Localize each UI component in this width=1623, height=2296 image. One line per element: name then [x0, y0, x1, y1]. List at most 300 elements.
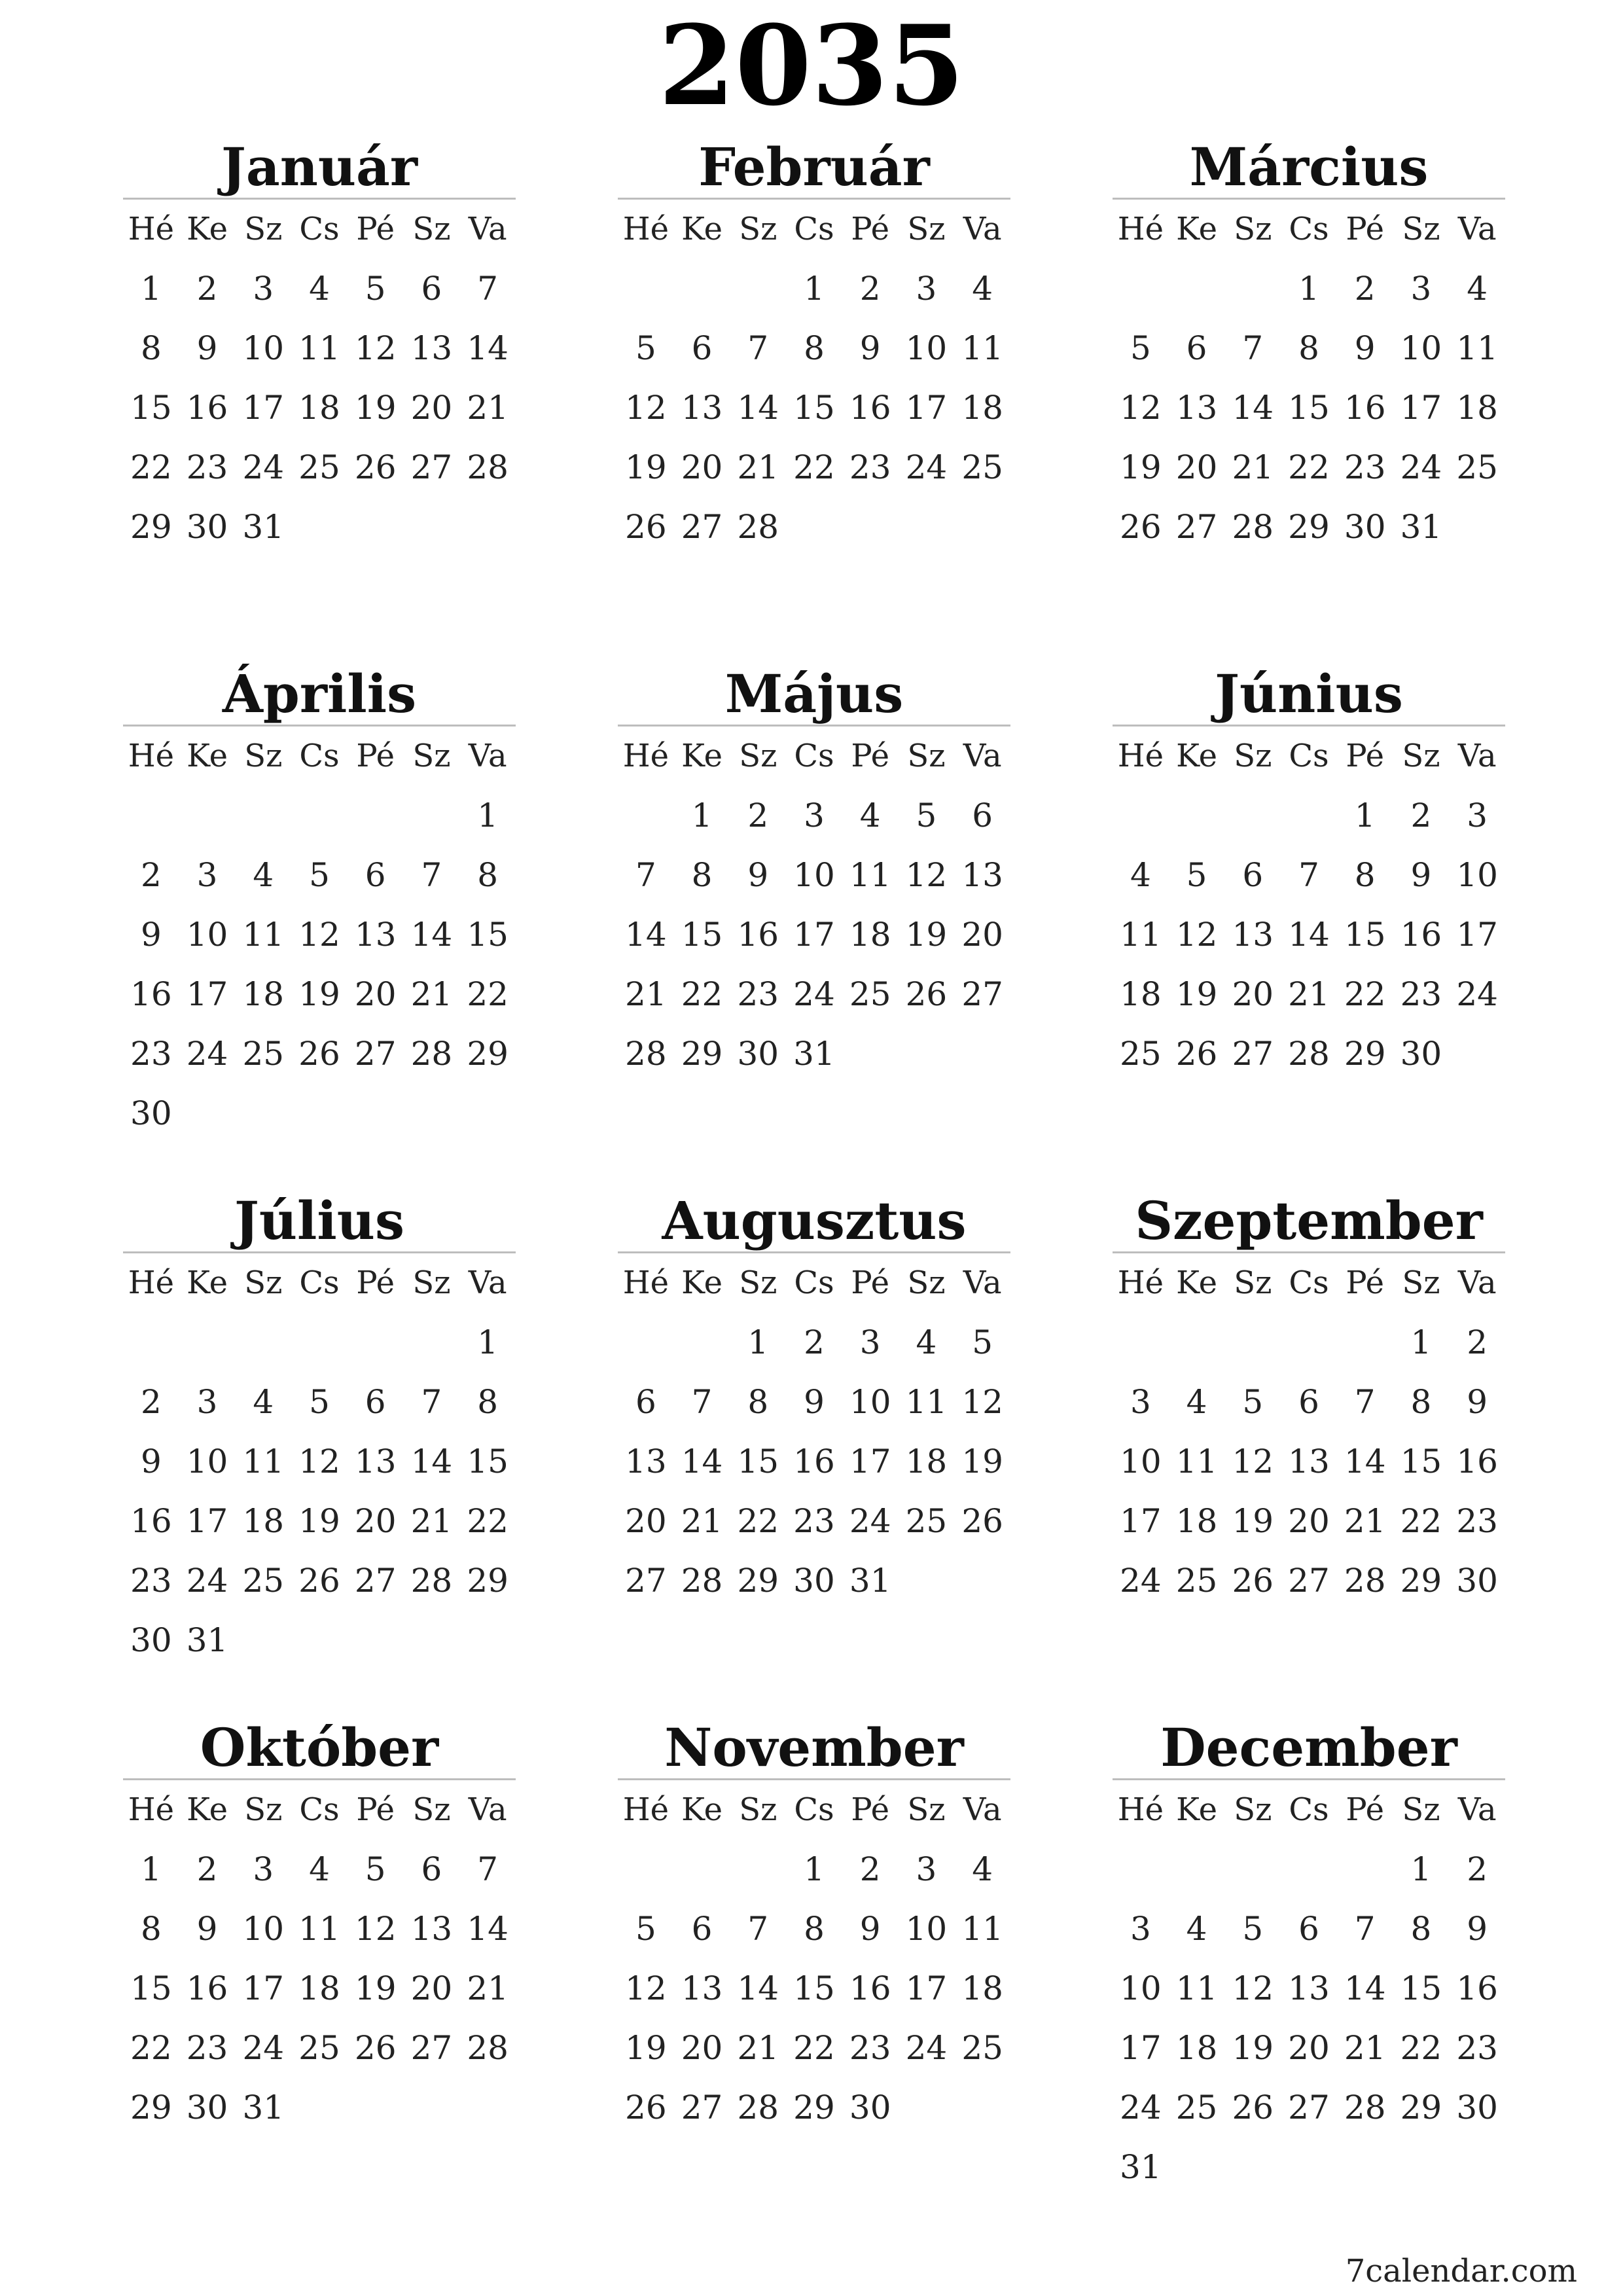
day-cell: 9: [196, 1910, 218, 1948]
day-cell: 19: [1175, 975, 1218, 1013]
day-cell: 27: [410, 448, 453, 486]
weekday-header: Pé: [1346, 1265, 1384, 1301]
day-cell: 18: [849, 916, 891, 954]
day-cell: 30: [1400, 1035, 1442, 1073]
day-cell: 13: [625, 1443, 667, 1480]
day-cell: 5: [635, 329, 656, 367]
weekday-header: Cs: [299, 211, 340, 247]
day-cell: 19: [905, 916, 948, 954]
weekday-header: Sz: [244, 211, 283, 247]
month-block: [123, 134, 516, 557]
day-cell: 20: [354, 1502, 397, 1540]
day-cell: 19: [298, 975, 340, 1013]
day-cell: 5: [1130, 329, 1151, 367]
day-cell: 21: [625, 975, 667, 1013]
day-cell: 18: [1175, 1502, 1218, 1540]
day-cell: 24: [905, 448, 948, 486]
month-block: [1113, 661, 1505, 1084]
day-cell: 2: [140, 856, 162, 894]
day-cell: 5: [309, 1383, 330, 1421]
day-cell: 14: [467, 1910, 508, 1948]
day-cell: 10: [1456, 856, 1498, 894]
month-block: [123, 661, 516, 1143]
day-cell: 8: [477, 1383, 499, 1421]
day-cell: 20: [410, 1969, 453, 2007]
day-cell: 24: [242, 2029, 285, 2067]
weekday-header: Hé: [128, 1265, 174, 1301]
empty-day-cell: [404, 1313, 460, 1372]
day-cell: 5: [916, 797, 937, 834]
month-grid: [618, 726, 1010, 1084]
day-cell: 2: [196, 1850, 218, 1888]
empty-day-cell: [618, 1840, 674, 1899]
day-cell: 20: [410, 389, 453, 427]
day-cell: 9: [140, 1443, 162, 1480]
day-cell: 4: [253, 1383, 274, 1421]
day-cell: 5: [309, 856, 330, 894]
day-cell: 28: [625, 1035, 667, 1073]
day-cell: 19: [354, 389, 397, 427]
day-cell: 14: [737, 389, 779, 427]
empty-day-cell: [730, 259, 786, 319]
empty-day-cell: [1169, 1840, 1225, 1899]
day-cell: 30: [793, 1562, 835, 1600]
day-cell: 28: [467, 2029, 508, 2067]
day-cell: 22: [793, 448, 835, 486]
day-cell: 8: [804, 329, 825, 367]
day-cell: 19: [1120, 448, 1162, 486]
day-cell: 8: [747, 1383, 769, 1421]
weekday-header: Pé: [851, 211, 889, 247]
day-cell: 13: [681, 1969, 723, 2007]
day-cell: 18: [961, 1969, 1003, 2007]
weekday-header: Cs: [794, 211, 834, 247]
day-cell: 23: [130, 1562, 172, 1600]
day-cell: 13: [354, 916, 397, 954]
day-cell: 8: [140, 1910, 162, 1948]
day-cell: 1: [140, 1850, 162, 1888]
day-cell: 17: [849, 1443, 891, 1480]
day-cell: 22: [467, 975, 508, 1013]
day-cell: 2: [747, 797, 769, 834]
month-grid: [123, 1780, 516, 2138]
day-cell: 9: [859, 329, 881, 367]
day-cell: 2: [196, 270, 218, 308]
day-cell: 4: [972, 1850, 993, 1888]
day-cell: 31: [242, 2089, 285, 2126]
weekday-header: Cs: [1289, 738, 1329, 774]
day-cell: 14: [410, 1443, 453, 1480]
day-cell: 27: [1288, 2089, 1330, 2126]
day-cell: 5: [1242, 1383, 1264, 1421]
day-cell: 29: [681, 1035, 723, 1073]
day-cell: 29: [1400, 1562, 1442, 1600]
weekday-header: Ke: [187, 211, 228, 247]
day-cell: 8: [1298, 329, 1319, 367]
day-cell: 5: [635, 1910, 656, 1948]
day-cell: 4: [916, 1323, 937, 1361]
empty-day-cell: [730, 1840, 786, 1899]
day-cell: 27: [681, 508, 723, 546]
day-cell: 26: [961, 1502, 1003, 1540]
month-block: [1113, 1188, 1505, 1611]
day-cell: 21: [410, 1502, 453, 1540]
day-cell: 8: [140, 329, 162, 367]
day-cell: 5: [365, 270, 386, 308]
day-cell: 24: [242, 448, 285, 486]
day-cell: 17: [1120, 1502, 1162, 1540]
day-cell: 24: [1120, 2089, 1162, 2126]
day-cell: 29: [467, 1562, 508, 1600]
day-cell: 25: [849, 975, 891, 1013]
day-cell: 13: [1232, 916, 1274, 954]
empty-day-cell: [618, 259, 674, 319]
day-cell: 12: [625, 389, 667, 427]
day-cell: 6: [365, 1383, 386, 1421]
day-cell: 15: [467, 916, 508, 954]
day-cell: 24: [186, 1035, 228, 1073]
day-cell: 4: [1130, 856, 1151, 894]
day-cell: 10: [186, 916, 228, 954]
day-cell: 2: [1467, 1850, 1488, 1888]
day-cell: 17: [1120, 2029, 1162, 2067]
day-cell: 7: [477, 1850, 499, 1888]
day-cell: 14: [1232, 389, 1274, 427]
day-cell: 14: [467, 329, 508, 367]
weekday-header: Pé: [851, 738, 889, 774]
month-block: [618, 134, 1010, 557]
day-cell: 26: [1232, 1562, 1274, 1600]
day-cell: 19: [1232, 2029, 1274, 2067]
day-cell: 4: [859, 797, 881, 834]
empty-day-cell: [674, 259, 730, 319]
day-cell: 6: [1298, 1383, 1319, 1421]
day-cell: 1: [804, 1850, 825, 1888]
day-cell: 15: [467, 1443, 508, 1480]
day-cell: 12: [961, 1383, 1003, 1421]
day-cell: 20: [681, 2029, 723, 2067]
month-grid: [618, 1253, 1010, 1611]
weekday-header: Sz: [412, 738, 451, 774]
weekday-header: Ke: [681, 1791, 723, 1828]
day-cell: 25: [1120, 1035, 1162, 1073]
empty-day-cell: [1113, 1840, 1169, 1899]
day-cell: 20: [681, 448, 723, 486]
day-cell: 23: [1456, 2029, 1498, 2067]
day-cell: 6: [1298, 1910, 1319, 1948]
day-cell: 7: [1242, 329, 1264, 367]
day-cell: 17: [905, 1969, 948, 2007]
empty-day-cell: [291, 1313, 348, 1372]
day-cell: 31: [1120, 2148, 1162, 2186]
day-cell: 16: [1344, 389, 1386, 427]
weekday-header: Sz: [244, 738, 283, 774]
weekday-header: Va: [963, 1791, 1002, 1828]
day-cell: 31: [1400, 508, 1442, 546]
day-cell: 9: [1467, 1910, 1488, 1948]
day-cell: 16: [130, 1502, 172, 1540]
day-cell: 12: [905, 856, 948, 894]
month-grid: [123, 726, 516, 1143]
day-cell: 7: [635, 856, 656, 894]
day-cell: 3: [196, 856, 218, 894]
day-cell: 29: [1344, 1035, 1386, 1073]
empty-day-cell: [1113, 259, 1169, 319]
empty-day-cell: [1281, 786, 1337, 846]
day-cell: 21: [737, 2029, 779, 2067]
day-cell: 13: [1288, 1969, 1330, 2007]
day-cell: 4: [1186, 1910, 1207, 1948]
weekday-header: Sz: [1402, 1791, 1440, 1828]
day-cell: 10: [242, 1910, 285, 1948]
weekday-header: Va: [1457, 738, 1497, 774]
day-cell: 6: [691, 1910, 713, 1948]
day-cell: 9: [1467, 1383, 1488, 1421]
weekday-header: Sz: [907, 1791, 946, 1828]
day-cell: 6: [691, 329, 713, 367]
day-cell: 10: [905, 329, 948, 367]
weekday-header: Pé: [851, 1265, 889, 1301]
year-title: 2035: [658, 1, 965, 130]
day-cell: 17: [905, 389, 948, 427]
day-cell: 20: [1232, 975, 1274, 1013]
day-cell: 15: [130, 1969, 172, 2007]
day-cell: 28: [681, 1562, 723, 1600]
empty-day-cell: [1224, 1840, 1281, 1899]
day-cell: 21: [467, 1969, 508, 2007]
day-cell: 18: [961, 389, 1003, 427]
day-cell: 9: [859, 1910, 881, 1948]
day-cell: 20: [961, 916, 1003, 954]
day-cell: 28: [1232, 508, 1274, 546]
day-cell: 18: [298, 389, 340, 427]
day-cell: 13: [354, 1443, 397, 1480]
day-cell: 17: [242, 389, 285, 427]
day-cell: 2: [1410, 797, 1432, 834]
day-cell: 28: [737, 508, 779, 546]
day-cell: 21: [1344, 2029, 1386, 2067]
weekday-header: Ke: [681, 738, 723, 774]
day-cell: 22: [1344, 975, 1386, 1013]
month-name: Január: [123, 134, 516, 200]
day-cell: 13: [410, 329, 453, 367]
weekday-header: Va: [963, 738, 1002, 774]
day-cell: 30: [1344, 508, 1386, 546]
day-cell: 21: [1288, 975, 1330, 1013]
day-cell: 24: [1400, 448, 1442, 486]
day-cell: 26: [625, 508, 667, 546]
day-cell: 25: [298, 2029, 340, 2067]
month-name: Július: [123, 1188, 516, 1253]
day-cell: 16: [186, 1969, 228, 2007]
day-cell: 25: [298, 448, 340, 486]
month-name: Augusztus: [618, 1188, 1010, 1253]
day-cell: 6: [1242, 856, 1264, 894]
day-cell: 23: [1456, 1502, 1498, 1540]
day-cell: 6: [365, 856, 386, 894]
day-cell: 21: [1232, 448, 1274, 486]
weekday-header: Va: [963, 1265, 1002, 1301]
day-cell: 25: [961, 448, 1003, 486]
day-cell: 16: [1456, 1969, 1498, 2007]
weekday-header: Hé: [622, 1265, 669, 1301]
day-cell: 11: [242, 1443, 285, 1480]
day-cell: 27: [625, 1562, 667, 1600]
day-cell: 15: [130, 389, 172, 427]
day-cell: 20: [1288, 1502, 1330, 1540]
day-cell: 24: [1120, 1562, 1162, 1600]
month-name: November: [618, 1715, 1010, 1780]
day-cell: 16: [849, 389, 891, 427]
day-cell: 1: [1410, 1323, 1432, 1361]
weekday-header: Va: [468, 738, 507, 774]
day-cell: 12: [625, 1969, 667, 2007]
day-cell: 26: [354, 2029, 397, 2067]
day-cell: 18: [242, 1502, 285, 1540]
weekday-header: Hé: [622, 211, 669, 247]
month-name: Október: [123, 1715, 516, 1780]
month-name: Április: [123, 661, 516, 726]
day-cell: 22: [793, 2029, 835, 2067]
day-cell: 11: [298, 1910, 340, 1948]
day-cell: 29: [467, 1035, 508, 1073]
day-cell: 1: [1354, 797, 1376, 834]
day-cell: 11: [298, 329, 340, 367]
empty-day-cell: [1281, 1313, 1337, 1372]
day-cell: 11: [961, 1910, 1003, 1948]
day-cell: 9: [140, 916, 162, 954]
day-cell: 27: [354, 1035, 397, 1073]
day-cell: 23: [849, 2029, 891, 2067]
weekday-header: Ke: [1176, 1265, 1218, 1301]
day-cell: 7: [1354, 1910, 1376, 1948]
day-cell: 7: [691, 1383, 713, 1421]
weekday-header: Hé: [1117, 1265, 1164, 1301]
day-cell: 27: [681, 2089, 723, 2126]
empty-day-cell: [1169, 786, 1225, 846]
weekday-header: Sz: [739, 1791, 777, 1828]
empty-day-cell: [235, 1313, 291, 1372]
day-cell: 24: [1456, 975, 1498, 1013]
weekday-header: Cs: [1289, 1791, 1329, 1828]
day-cell: 15: [793, 389, 835, 427]
day-cell: 9: [747, 856, 769, 894]
day-cell: 9: [196, 329, 218, 367]
day-cell: 16: [1456, 1443, 1498, 1480]
weekday-header: Sz: [412, 1791, 451, 1828]
day-cell: 19: [625, 2029, 667, 2067]
day-cell: 18: [242, 975, 285, 1013]
month-block: [618, 661, 1010, 1084]
day-cell: 1: [477, 1323, 499, 1361]
day-cell: 10: [186, 1443, 228, 1480]
day-cell: 12: [1175, 916, 1218, 954]
day-cell: 10: [849, 1383, 891, 1421]
month-name: Május: [618, 661, 1010, 726]
month-name: Március: [1113, 134, 1505, 200]
month-grid: [123, 1253, 516, 1670]
month-grid: [1113, 726, 1505, 1084]
day-cell: 2: [1467, 1323, 1488, 1361]
empty-day-cell: [123, 1313, 179, 1372]
weekday-header: Sz: [1234, 1791, 1272, 1828]
day-cell: 28: [1288, 1035, 1330, 1073]
day-cell: 8: [1410, 1383, 1432, 1421]
day-cell: 3: [916, 1850, 937, 1888]
day-cell: 3: [859, 1323, 881, 1361]
day-cell: 18: [1175, 2029, 1218, 2067]
site-credit: 7calendar.com: [1345, 2253, 1577, 2289]
day-cell: 29: [793, 2089, 835, 2126]
day-cell: 21: [467, 389, 508, 427]
weekday-header: Pé: [1346, 1791, 1384, 1828]
weekday-header: Hé: [622, 1791, 669, 1828]
weekday-header: Va: [963, 211, 1002, 247]
day-cell: 30: [130, 1621, 172, 1659]
day-cell: 11: [242, 916, 285, 954]
weekday-header: Sz: [244, 1265, 283, 1301]
day-cell: 20: [1288, 2029, 1330, 2067]
day-cell: 3: [253, 1850, 274, 1888]
empty-day-cell: [1113, 786, 1169, 846]
day-cell: 1: [747, 1323, 769, 1361]
day-cell: 26: [1120, 508, 1162, 546]
empty-day-cell: [674, 1313, 730, 1372]
day-cell: 17: [793, 916, 835, 954]
month-grid: [1113, 1780, 1505, 2197]
day-cell: 13: [961, 856, 1003, 894]
weekday-header: Pé: [356, 1265, 395, 1301]
day-cell: 1: [1298, 270, 1319, 308]
month-grid: [1113, 1253, 1505, 1611]
day-cell: 22: [681, 975, 723, 1013]
day-cell: 9: [804, 1383, 825, 1421]
day-cell: 12: [298, 1443, 340, 1480]
day-cell: 11: [1456, 329, 1498, 367]
weekday-header: Ke: [1176, 738, 1218, 774]
day-cell: 25: [242, 1562, 285, 1600]
day-cell: 15: [1344, 916, 1386, 954]
day-cell: 29: [130, 2089, 172, 2126]
day-cell: 17: [186, 1502, 228, 1540]
day-cell: 25: [1456, 448, 1498, 486]
day-cell: 10: [793, 856, 835, 894]
weekday-header: Cs: [794, 1265, 834, 1301]
weekday-header: Sz: [739, 211, 777, 247]
empty-day-cell: [1337, 1313, 1393, 1372]
day-cell: 23: [1400, 975, 1442, 1013]
day-cell: 24: [793, 975, 835, 1013]
day-cell: 26: [354, 448, 397, 486]
weekday-header: Hé: [1117, 738, 1164, 774]
weekday-header: Pé: [356, 738, 395, 774]
day-cell: 7: [747, 1910, 769, 1948]
month-grid: [618, 1780, 1010, 2138]
day-cell: 3: [1130, 1910, 1151, 1948]
day-cell: 19: [1232, 1502, 1274, 1540]
empty-day-cell: [404, 786, 460, 846]
day-cell: 12: [1120, 389, 1162, 427]
day-cell: 19: [298, 1502, 340, 1540]
day-cell: 22: [1400, 1502, 1442, 1540]
month-grid: [1113, 200, 1505, 557]
empty-day-cell: [123, 786, 179, 846]
weekday-header: Sz: [1402, 738, 1440, 774]
day-cell: 3: [196, 1383, 218, 1421]
weekday-header: Pé: [1346, 211, 1384, 247]
day-cell: 21: [1344, 1502, 1386, 1540]
day-cell: 22: [737, 1502, 779, 1540]
